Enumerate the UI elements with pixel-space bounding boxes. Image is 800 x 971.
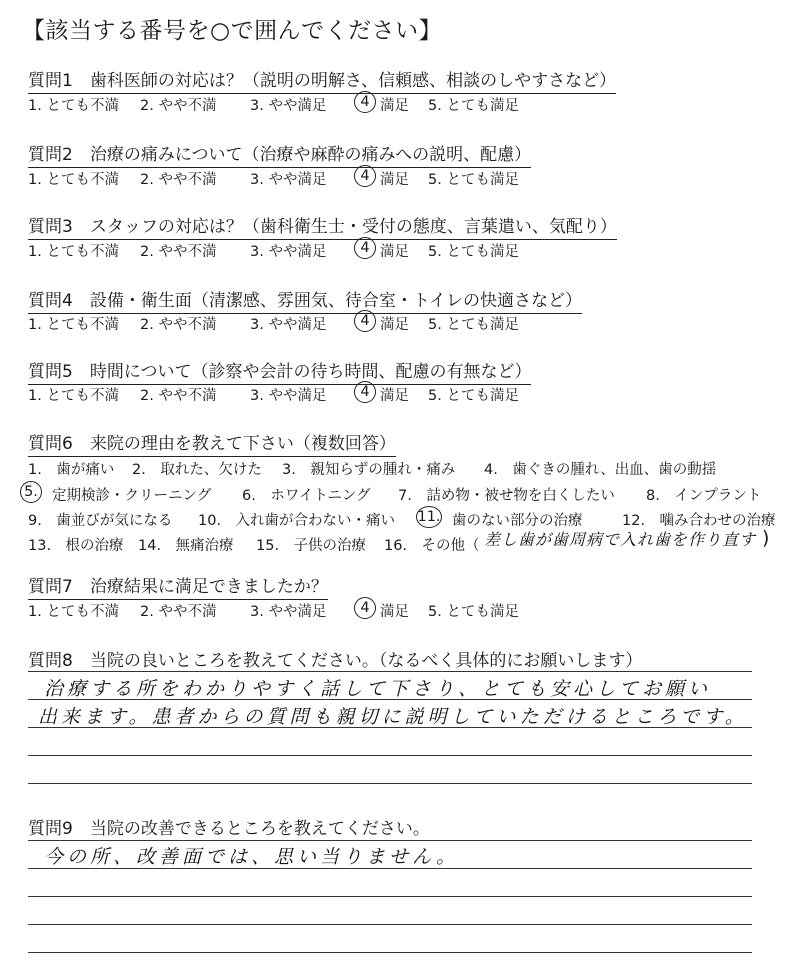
q6-other-handwritten[interactable]: 差し歯が歯周病で入れ歯を作り直す [484, 530, 757, 549]
q4-option-1[interactable]: 1. とても不満 [28, 317, 119, 333]
q3-option-1[interactable]: 1. とても不満 [28, 244, 119, 260]
q5-option-1[interactable]: 1. とても不満 [28, 388, 119, 404]
q6-option-12[interactable]: 12. 噛み合わせの治療 [622, 513, 776, 529]
q6-option-5-selected[interactable] [24, 484, 42, 503]
q9-handwritten-line-1[interactable]: 今の所、改善面では、思い当りません。 [44, 846, 460, 868]
q1-option-4-label: 満足 [380, 98, 409, 114]
q6-option-6[interactable]: 6. ホワイトニング [242, 488, 371, 504]
q6-option-3[interactable]: 3. 親知らずの腫れ・痛み [282, 462, 456, 478]
selected-circle: 4 [354, 91, 376, 113]
selected-circle: 4 [354, 310, 376, 332]
q6-option-8[interactable]: 8. インプラント [646, 488, 762, 504]
q2-option-1[interactable]: 1. とても不満 [28, 172, 119, 188]
q3-option-4-label: 満足 [380, 244, 409, 260]
q2-option-3[interactable]: 3. やや満足 [250, 172, 327, 188]
q5-option-4-label: 満足 [380, 388, 409, 404]
question-9-title: 質問9 当院の改善できるところを教えてください。 [28, 819, 430, 839]
q8-answer-line-1 [28, 671, 752, 672]
q7-option-5[interactable]: 5. とても満足 [428, 604, 519, 620]
q6-option-14[interactable]: 14. 無痛治療 [138, 538, 234, 554]
q5-option-3[interactable]: 3. やや満足 [250, 388, 327, 404]
q6-option-11-selected[interactable] [417, 509, 442, 528]
q5-option-5[interactable]: 5. とても満足 [428, 388, 519, 404]
question-6-title: 質問6 来院の理由を教えて下さい（複数回答） [28, 429, 396, 457]
selected-circle: 4 [354, 381, 376, 403]
q9-answer-line-4 [28, 924, 752, 925]
q4-option-4-label: 満足 [380, 317, 409, 333]
q6-option-5-label: 定期検診・クリーニング [52, 488, 212, 504]
q6-option-13[interactable]: 13. 根の治療 [28, 538, 124, 554]
instruction-header: 【該当する番号を○で囲んでください】 [22, 18, 443, 44]
q9-answer-line-3 [28, 896, 752, 897]
selected-circle: 4 [354, 237, 376, 259]
q8-answer-line-3 [28, 727, 752, 728]
selected-circle: 11. [416, 506, 442, 528]
q8-answer-line-5 [28, 783, 752, 784]
q2-option-4-label: 満足 [380, 172, 409, 188]
question-1-title: 質問1 歯科医師の対応は？（説明の明解さ、信頼感、相談のしやすさなど） [28, 66, 616, 94]
q7-option-2[interactable]: 2. やや不満 [140, 604, 217, 620]
question-8-title: 質問8 当院の良いところを教えてください。（なるべく具体的にお願いします） [28, 651, 643, 671]
q1-option-4-selected[interactable] [358, 94, 376, 113]
q6-option-1[interactable]: 1. 歯が痛い [28, 462, 115, 478]
q1-option-2[interactable]: 2. やや不満 [140, 98, 217, 114]
q6-option-4[interactable]: 4. 歯ぐきの腫れ、出血、歯の動揺 [484, 462, 717, 478]
q7-option-3[interactable]: 3. やや満足 [250, 604, 327, 620]
q7-option-4-selected[interactable] [358, 600, 376, 619]
q6-option-7[interactable]: 7. 詰め物・被せ物を白くしたい [398, 488, 615, 504]
q6-option-15[interactable]: 15. 子供の治療 [256, 538, 367, 554]
q6-option-10[interactable]: 10. 入れ歯が合わない・痛い [198, 513, 396, 529]
q2-option-5[interactable]: 5. とても満足 [428, 172, 519, 188]
q8-handwritten-line-1[interactable]: 治療する所をわかりやすく話して下さり、とても安心してお願い [44, 678, 712, 700]
q6-other-close-paren: ) [762, 527, 770, 549]
q5-option-2[interactable]: 2. やや不満 [140, 388, 217, 404]
q8-handwritten-line-2[interactable]: 出来ます。患者からの質問も親切に説明していただけるところです。 [38, 706, 748, 728]
question-7-title: 質問7 治療結果に満足できましたか？ [28, 572, 328, 600]
question-3-title: 質問3 スタッフの対応は？（歯科衛生士・受付の態度、言葉遣い、気配り） [28, 212, 617, 240]
selected-circle: 4 [354, 597, 376, 619]
q6-option-11-label: 歯のない部分の治療 [452, 513, 583, 529]
q2-option-2[interactable]: 2. やや不満 [140, 172, 217, 188]
q4-option-5[interactable]: 5. とても満足 [428, 317, 519, 333]
q1-option-1[interactable]: 1. とても不満 [28, 98, 119, 114]
q4-option-4-selected[interactable] [358, 313, 376, 332]
q3-option-5[interactable]: 5. とても満足 [428, 244, 519, 260]
q9-answer-line-5 [28, 952, 752, 953]
question-2-title: 質問2 治療の痛みについて（治療や麻酔の痛みへの説明、配慮） [28, 140, 531, 168]
q8-answer-line-4 [28, 755, 752, 756]
q9-answer-line-1 [28, 840, 752, 841]
q3-option-4-selected[interactable] [358, 240, 376, 259]
selected-circle: 5. [20, 481, 42, 503]
q7-option-4-label: 満足 [380, 604, 409, 620]
q4-option-3[interactable]: 3. やや満足 [250, 317, 327, 333]
q8-answer-line-2 [28, 699, 752, 700]
q7-option-1[interactable]: 1. とても不満 [28, 604, 119, 620]
q9-answer-line-2 [28, 868, 752, 869]
q6-option-2[interactable]: 2. 取れた、欠けた [132, 462, 262, 478]
question-4-title: 質問4 設備・衛生面（清潔感、雰囲気、待合室・トイレの快適さなど） [28, 286, 582, 314]
q6-option-16[interactable]: 16. その他（ [384, 538, 480, 554]
q1-option-5[interactable]: 5. とても満足 [428, 98, 519, 114]
q3-option-2[interactable]: 2. やや不満 [140, 244, 217, 260]
q6-option-9[interactable]: 9. 歯並びが気になる [28, 513, 173, 529]
q2-option-4-selected[interactable] [358, 168, 376, 187]
selected-circle: 4 [354, 165, 376, 187]
q4-option-2[interactable]: 2. やや不満 [140, 317, 217, 333]
question-5-title: 質問5 時間について（診察や会計の待ち時間、配慮の有無など） [28, 357, 531, 385]
q3-option-3[interactable]: 3. やや満足 [250, 244, 327, 260]
q5-option-4-selected[interactable] [358, 384, 376, 403]
q1-option-3[interactable]: 3. やや満足 [250, 98, 327, 114]
